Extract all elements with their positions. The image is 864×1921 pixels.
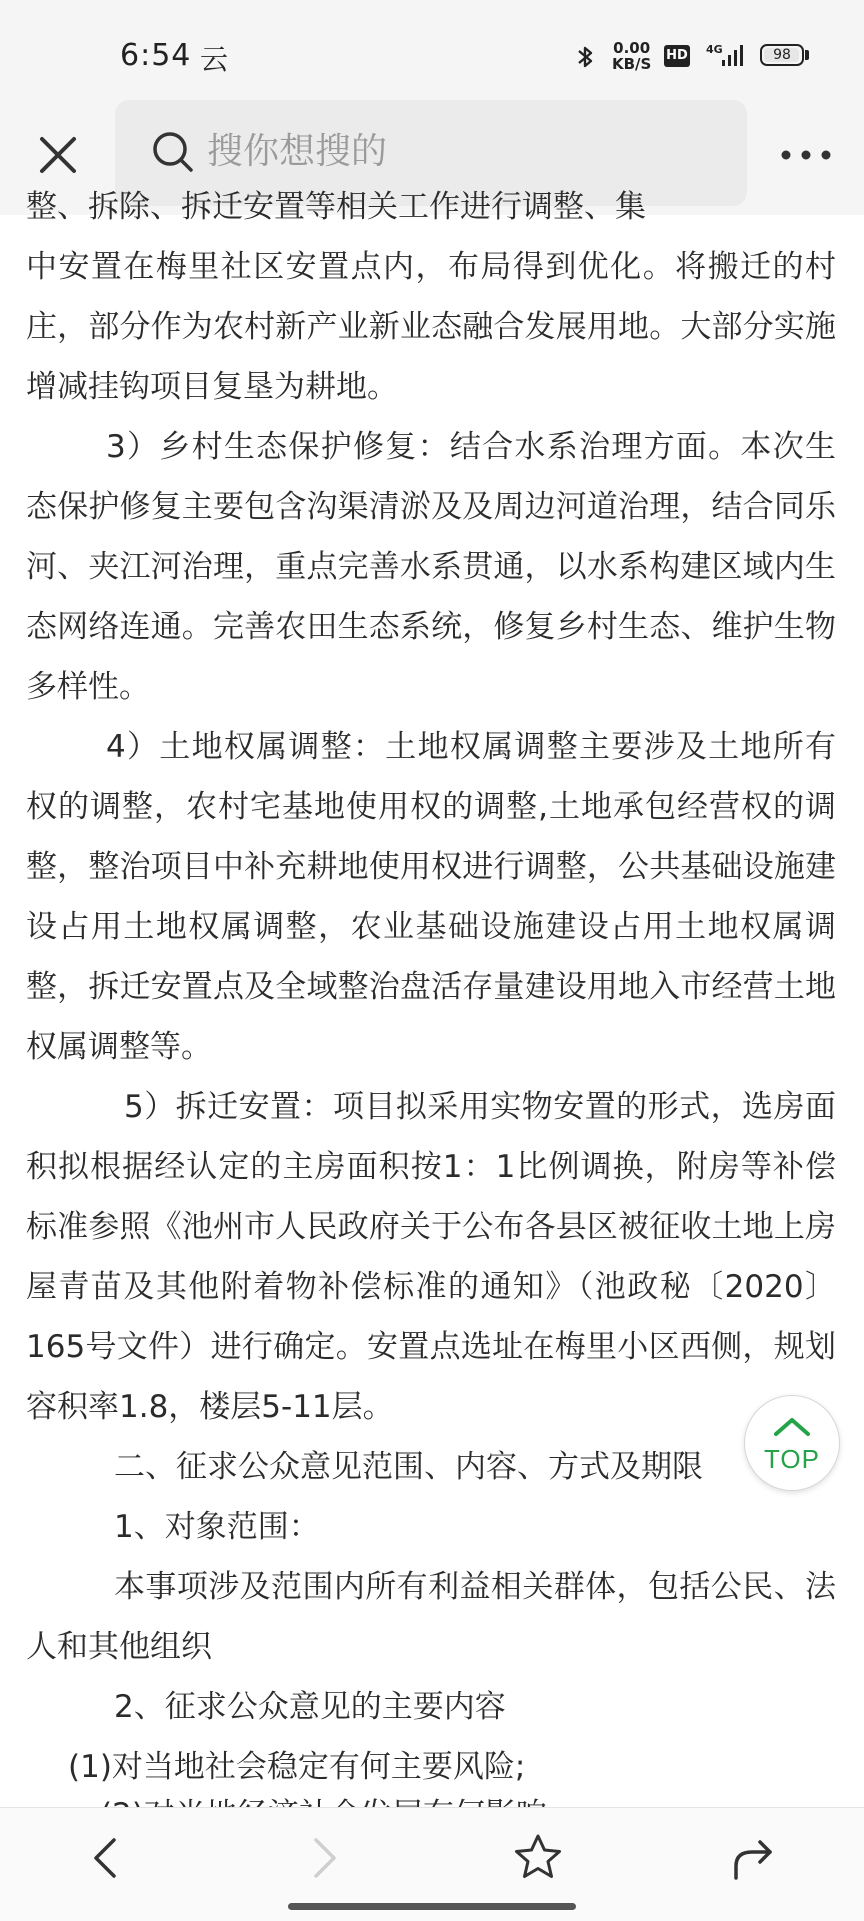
paragraph-relocation: 中安置在梅里社区安置点内，布局得到优化。将搬迁的村庄，部分作为农村新产业新业态融合发展用地。大部分实施增减挂钩项目复垦为耕地。 bbox=[26, 249, 836, 405]
back-to-top-label: TOP bbox=[764, 1444, 820, 1474]
more-button[interactable] bbox=[776, 133, 836, 177]
network-speed-unit: KB/S bbox=[612, 55, 652, 73]
status-bar bbox=[0, 0, 864, 95]
back-button[interactable] bbox=[76, 1828, 136, 1888]
subheading-scope: 1、对象范围： bbox=[114, 1509, 320, 1545]
back-icon bbox=[76, 1828, 136, 1888]
paragraph-scope: 本事项涉及范围内所有利益相关群体，包括公民、法人和其他组织 bbox=[26, 1569, 836, 1665]
more-icon bbox=[776, 133, 836, 177]
star-icon bbox=[508, 1828, 568, 1888]
signal-label: 4G bbox=[706, 43, 723, 56]
forward-icon bbox=[294, 1828, 354, 1888]
paragraph-resettlement: 5）拆迁安置：项目拟采用实物安置的形式，选房面积拟根据经认定的主房面积按1：1比例调换，附房等补偿标准参照《池州市人民政府关于公布各县区被征收土地上房屋青苗及其他附着物补偿标准的通知》（池政秘〔2020〕165号文件）进行确定。安置点选址在梅里小区西侧，规划容积率1.8，楼层5-11层。 bbox=[26, 1089, 836, 1425]
article-line-cut-top: 整、拆除、拆迁安置等相关工作进行调整、集 bbox=[26, 189, 646, 225]
list-item-risk: (1)对当地社会稳定有何主要风险; bbox=[68, 1749, 526, 1785]
search-icon bbox=[151, 130, 195, 174]
forward-button[interactable] bbox=[294, 1828, 354, 1888]
network-speed bbox=[612, 40, 651, 72]
battery-cap bbox=[805, 50, 809, 60]
back-to-top-button[interactable] bbox=[744, 1395, 840, 1491]
section-heading-2: 二、征求公众意见范围、内容、方式及期限 bbox=[114, 1449, 703, 1485]
chevron-up-icon bbox=[772, 1414, 812, 1440]
share-icon bbox=[724, 1828, 784, 1888]
network-speed-value: 0.00 bbox=[613, 39, 651, 57]
article-content bbox=[0, 189, 864, 1807]
signal-icon bbox=[704, 42, 748, 70]
battery-icon bbox=[760, 44, 804, 66]
subheading-content: 2、征求公众意见的主要内容 bbox=[114, 1689, 506, 1725]
paragraph-land-rights: 4）土地权属调整：土地权属调整主要涉及土地所有权的调整，农村宅基地使用权的调整,土地承包经营权的调整，整治项目中补充耕地使用权进行调整，公共基础设施建设占用土地权属调整，农业基础设施建设占用土地权属调整，拆迁安置点及全域整治盘活存量建设用地入市经营土地权属调整等。 bbox=[26, 729, 836, 1065]
favorite-button[interactable] bbox=[508, 1828, 568, 1888]
paragraph-ecology: 3）乡村生态保护修复：结合水系治理方面。本次生态保护修复主要包含沟渠清淤及及周边河道治理，结合同乐河、夹江河治理，重点完善水系贯通，以水系构建区域内生态网络连通。完善农田生态系统，修复乡村生态、维护生物多样性。 bbox=[26, 429, 836, 705]
home-indicator[interactable] bbox=[288, 1903, 576, 1910]
share-button[interactable] bbox=[724, 1828, 784, 1888]
bluetooth-icon bbox=[572, 44, 598, 70]
carrier-icon: 云 bbox=[200, 43, 229, 76]
close-button[interactable] bbox=[28, 125, 88, 185]
search-placeholder: 搜你想搜的 bbox=[207, 131, 388, 172]
battery-level: 98 bbox=[773, 47, 791, 63]
status-time: 6:54 bbox=[120, 38, 192, 73]
close-icon bbox=[28, 125, 88, 185]
hd-badge: HD bbox=[664, 45, 690, 67]
